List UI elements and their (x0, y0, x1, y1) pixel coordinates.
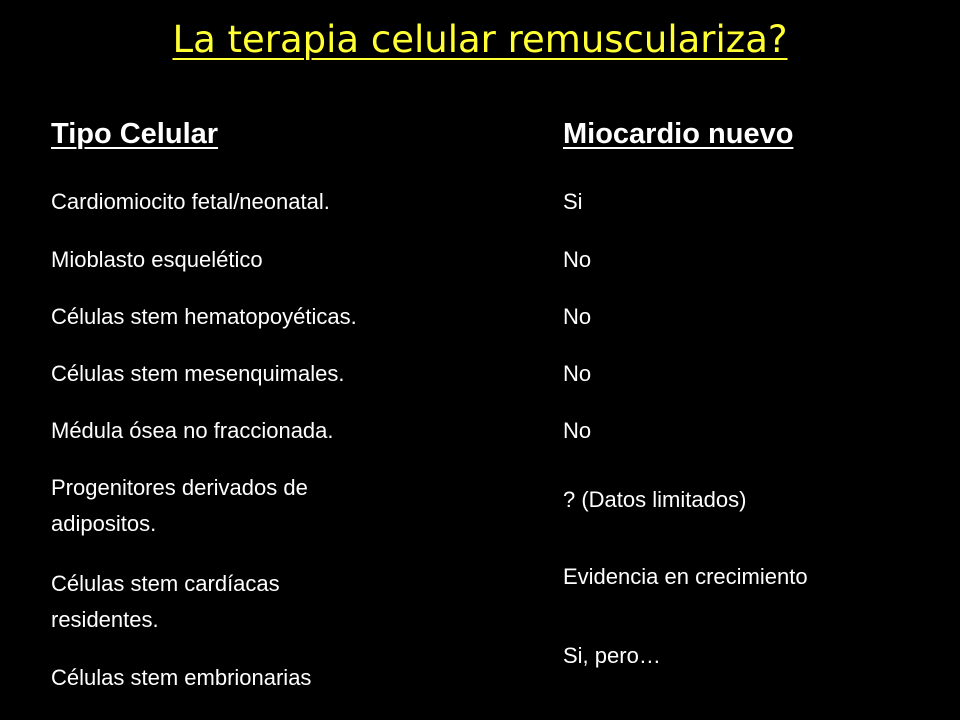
cell-type-mesenchymal: Células stem mesenquimales. (51, 361, 345, 386)
result-skeletal-myoblast: No (563, 247, 592, 272)
cell-type-skeletal-myoblast: Mioblasto esquelético (51, 247, 263, 272)
result-adipose-progenitors: ? (Datos limitados) (563, 487, 747, 512)
header-new-myocardium: Miocardio nuevo (563, 118, 794, 150)
slide-title: La terapia celular remuscularizа? (172, 18, 788, 61)
cell-type-adipose-progenitors-line2: adipositos. (51, 511, 157, 536)
result-fetal-cardiomyocyte: Si (563, 189, 583, 214)
cell-type-hematopoietic: Células stem hematopoyéticas. (51, 304, 357, 329)
result-cardiac-resident: Evidencia en crecimiento (563, 564, 808, 589)
cell-type-bone-marrow: Médula ósea no fraccionada. (51, 418, 334, 443)
cell-type-cardiac-resident-line1: Células stem cardíacas (51, 571, 280, 596)
cell-type-adipose-progenitors-line1: Progenitores derivados de (51, 475, 308, 500)
cell-type-embryonic: Células stem embrionarias (51, 665, 312, 690)
result-embryonic: Si, pero… (563, 643, 661, 668)
result-mesenchymal: No (563, 361, 592, 386)
header-cell-type: Tipo Celular (51, 118, 219, 150)
cell-type-fetal-cardiomyocyte: Cardiomiocito fetal/neonatal. (51, 189, 330, 214)
result-hematopoietic: No (563, 304, 592, 329)
cell-type-cardiac-resident-line2: residentes. (51, 607, 159, 632)
result-bone-marrow: No (563, 418, 592, 443)
